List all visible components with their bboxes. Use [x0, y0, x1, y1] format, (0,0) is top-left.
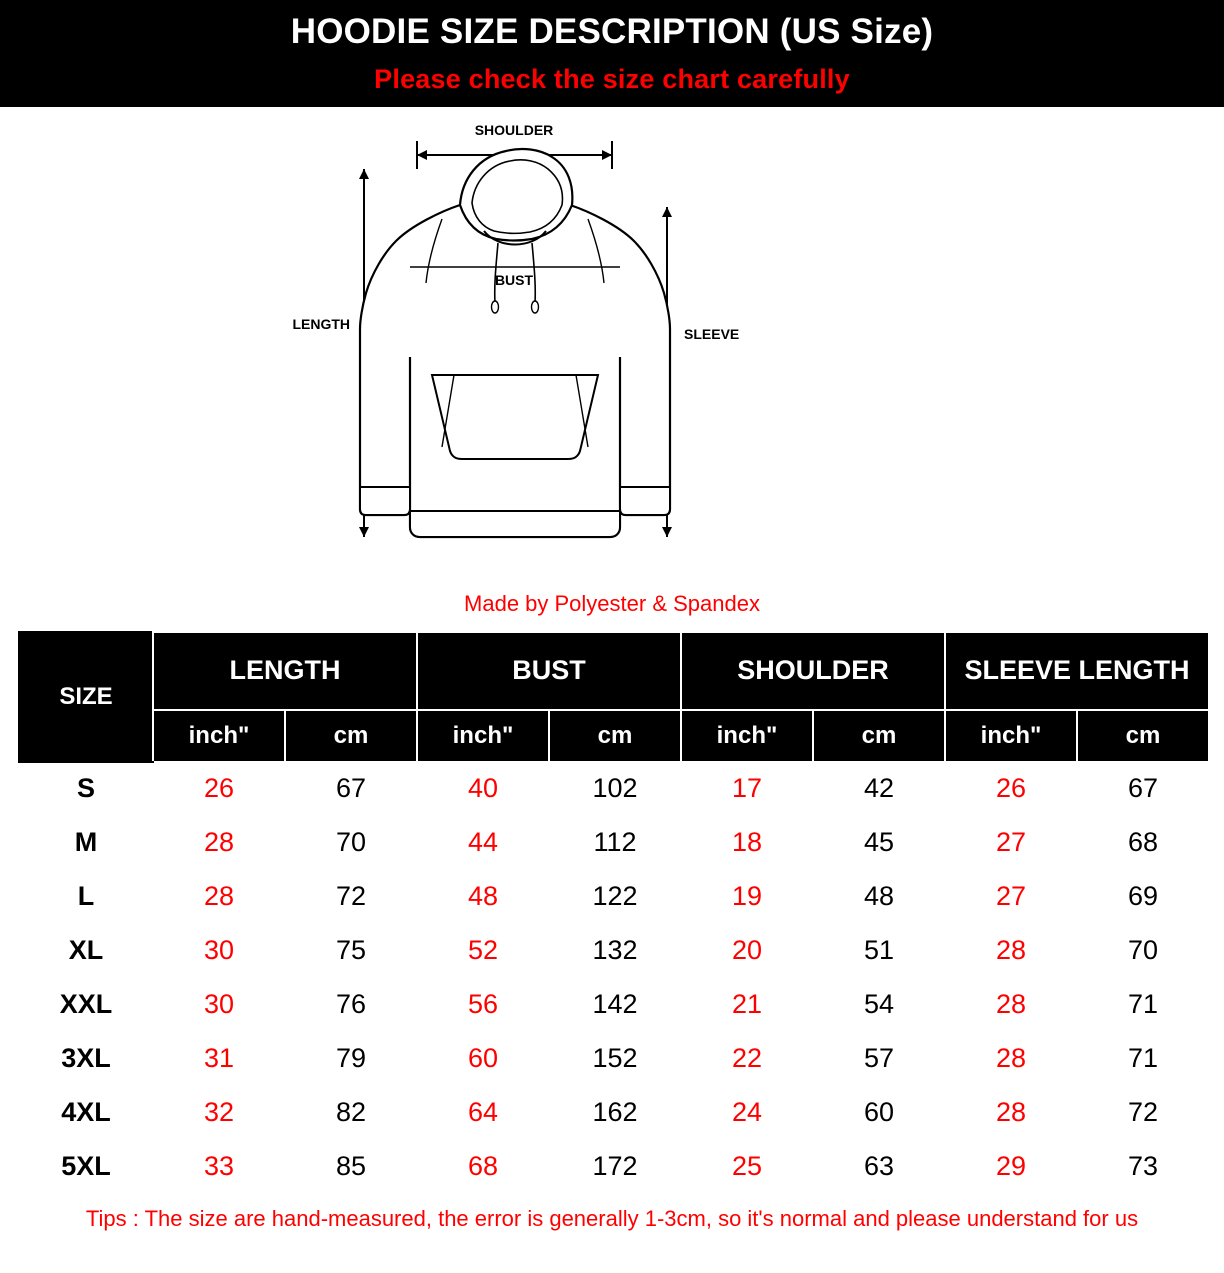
measure-cell-inch: 40	[417, 762, 549, 816]
table-header-shoulder: SHOULDER	[681, 632, 945, 710]
diagram-label-length: LENGTH	[292, 315, 350, 332]
measure-cell-inch: 31	[153, 1032, 285, 1086]
size-cell: 3XL	[19, 1032, 153, 1086]
size-cell: XXL	[19, 978, 153, 1032]
measure-cell-cm: 51	[813, 924, 945, 978]
table-header-sleeve-length: SLEEVE LENGTH	[945, 632, 1209, 710]
measure-cell-inch: 17	[681, 762, 813, 816]
measure-cell-inch: 56	[417, 978, 549, 1032]
measure-cell-inch: 22	[681, 1032, 813, 1086]
measure-cell-inch: 30	[153, 978, 285, 1032]
measure-cell-cm: 71	[1077, 1032, 1209, 1086]
table-row	[19, 1086, 1209, 1140]
measure-cell-cm: 54	[813, 978, 945, 1032]
unit-header-shoulder-cm: cm	[813, 710, 945, 762]
measure-cell-inch: 26	[945, 762, 1077, 816]
measure-cell-inch: 68	[417, 1140, 549, 1194]
diagram-label-shoulder: SHOULDER	[474, 121, 554, 138]
measure-cell-inch: 60	[417, 1032, 549, 1086]
table-row	[19, 870, 1209, 924]
table-header-bust: BUST	[417, 632, 681, 710]
unit-header-bust-inch: inch"	[417, 710, 549, 762]
size-cell: 4XL	[19, 1086, 153, 1140]
unit-header-shoulder-inch: inch"	[681, 710, 813, 762]
tips-note: Tips : The size are hand-measured, the error is generally 1-3cm, so it's normal and please understand for us	[85, 1205, 1139, 1231]
measure-cell-inch: 28	[945, 1032, 1077, 1086]
table-row	[19, 816, 1209, 870]
header-banner	[0, 0, 1224, 107]
page-title: HOODIE SIZE DESCRIPTION (US Size)	[290, 12, 934, 51]
measure-cell-cm: 162	[549, 1086, 681, 1140]
measure-cell-cm: 70	[1077, 924, 1209, 978]
size-cell: 5XL	[19, 1140, 153, 1194]
measure-cell-cm: 172	[549, 1140, 681, 1194]
measure-cell-inch: 64	[417, 1086, 549, 1140]
measure-cell-cm: 68	[1077, 816, 1209, 870]
measure-cell-cm: 122	[549, 870, 681, 924]
size-cell: XL	[19, 924, 153, 978]
table-row	[19, 978, 1209, 1032]
measure-cell-cm: 102	[549, 762, 681, 816]
unit-header-length-cm: cm	[285, 710, 417, 762]
measure-cell-cm: 60	[813, 1086, 945, 1140]
measure-cell-cm: 63	[813, 1140, 945, 1194]
hoodie-measurement-diagram	[0, 107, 1224, 587]
measure-cell-inch: 27	[945, 870, 1077, 924]
measure-cell-cm: 132	[549, 924, 681, 978]
size-table	[18, 631, 1210, 1195]
measure-cell-cm: 71	[1077, 978, 1209, 1032]
table-body	[19, 762, 1209, 1194]
measure-cell-inch: 28	[945, 1086, 1077, 1140]
measure-cell-cm: 75	[285, 924, 417, 978]
measure-cell-cm: 152	[549, 1032, 681, 1086]
measure-cell-cm: 112	[549, 816, 681, 870]
size-cell: M	[19, 816, 153, 870]
measure-cell-cm: 72	[1077, 1086, 1209, 1140]
table-row	[19, 1032, 1209, 1086]
measure-cell-cm: 42	[813, 762, 945, 816]
measure-cell-inch: 32	[153, 1086, 285, 1140]
measure-cell-cm: 70	[285, 816, 417, 870]
measure-cell-inch: 18	[681, 816, 813, 870]
measure-cell-cm: 76	[285, 978, 417, 1032]
diagram-label-bust: BUST	[494, 271, 534, 288]
measure-cell-inch: 25	[681, 1140, 813, 1194]
table-row	[19, 1140, 1209, 1194]
table-header-length: LENGTH	[153, 632, 417, 710]
size-cell: S	[19, 762, 153, 816]
unit-header-sleeve-cm: cm	[1077, 710, 1209, 762]
measure-cell-inch: 52	[417, 924, 549, 978]
measure-cell-cm: 79	[285, 1032, 417, 1086]
measure-cell-inch: 20	[681, 924, 813, 978]
measure-cell-cm: 72	[285, 870, 417, 924]
measure-cell-cm: 48	[813, 870, 945, 924]
material-note: Made by Polyester & Spandex	[464, 590, 760, 616]
table-header	[19, 632, 1209, 762]
measure-cell-inch: 28	[945, 924, 1077, 978]
measure-cell-cm: 67	[1077, 762, 1209, 816]
measure-cell-cm: 73	[1077, 1140, 1209, 1194]
measure-cell-inch: 44	[417, 816, 549, 870]
measure-cell-cm: 82	[285, 1086, 417, 1140]
measure-cell-inch: 28	[945, 978, 1077, 1032]
measure-cell-cm: 85	[285, 1140, 417, 1194]
measure-cell-cm: 67	[285, 762, 417, 816]
size-table-container	[0, 631, 1224, 1195]
measure-cell-inch: 28	[153, 870, 285, 924]
measure-cell-inch: 29	[945, 1140, 1077, 1194]
measure-cell-cm: 142	[549, 978, 681, 1032]
measure-cell-inch: 24	[681, 1086, 813, 1140]
hoodie-illustration-icon	[292, 107, 932, 587]
measure-cell-cm: 69	[1077, 870, 1209, 924]
unit-header-length-inch: inch"	[153, 710, 285, 762]
measure-cell-inch: 21	[681, 978, 813, 1032]
measure-cell-inch: 30	[153, 924, 285, 978]
measure-cell-inch: 19	[681, 870, 813, 924]
size-cell: L	[19, 870, 153, 924]
measure-cell-cm: 45	[813, 816, 945, 870]
measure-cell-inch: 33	[153, 1140, 285, 1194]
measure-cell-inch: 48	[417, 870, 549, 924]
page-subtitle: Please check the size chart carefully	[374, 63, 850, 94]
table-header-size: SIZE	[19, 632, 153, 762]
measure-cell-cm: 57	[813, 1032, 945, 1086]
table-row	[19, 762, 1209, 816]
measure-cell-inch: 27	[945, 816, 1077, 870]
table-row	[19, 924, 1209, 978]
measure-cell-inch: 26	[153, 762, 285, 816]
measure-cell-inch: 28	[153, 816, 285, 870]
diagram-label-sleeve: SLEEVE	[684, 325, 740, 342]
unit-header-sleeve-inch: inch"	[945, 710, 1077, 762]
unit-header-bust-cm: cm	[549, 710, 681, 762]
